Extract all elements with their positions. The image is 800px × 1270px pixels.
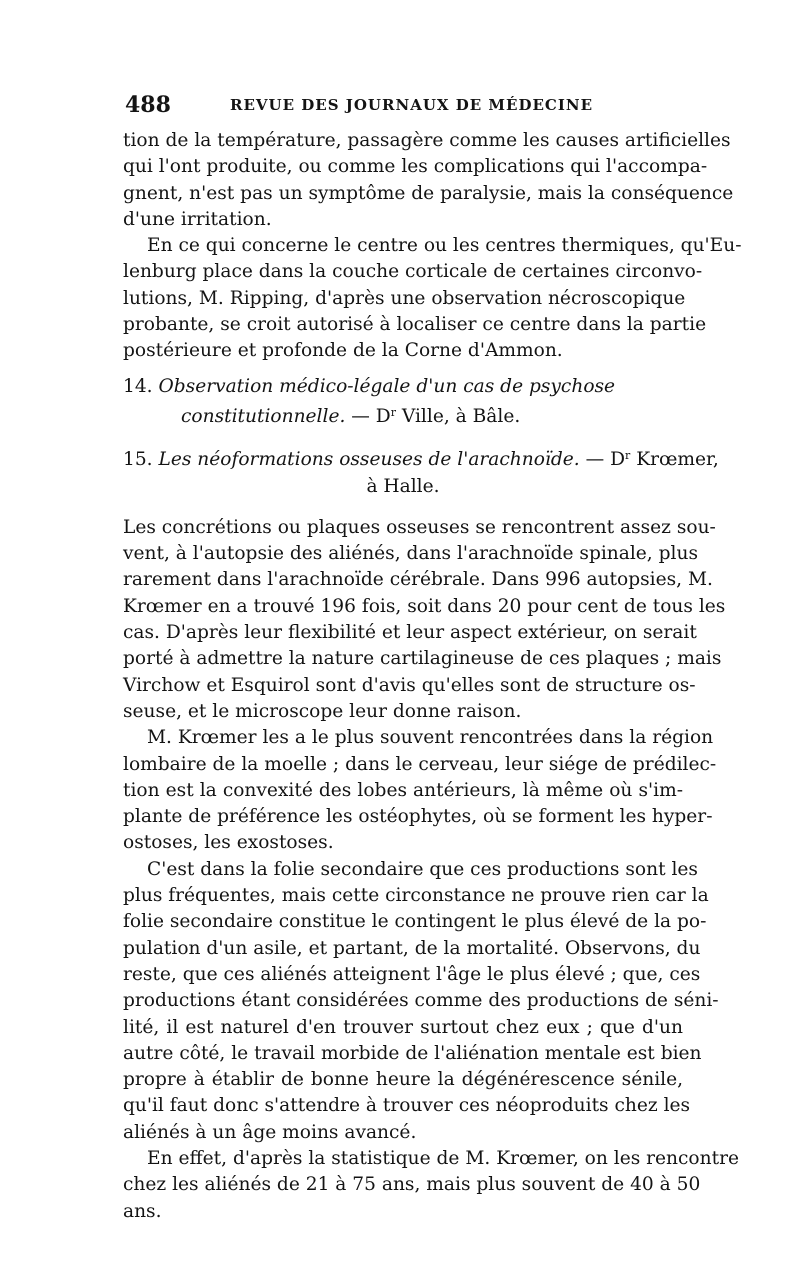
text-line: plus fréquentes, mais cette circonstance ne prouve rien car la — [123, 885, 709, 907]
section-author: Ville, à Bâle. — [395, 405, 521, 427]
text-line: Virchow et Esquirol sont d'avis qu'elles sont de structure os- — [123, 674, 696, 696]
text-line: seuse, et le microscope leur donne raison. — [123, 700, 522, 722]
paragraph-secondary-folly — [123, 857, 719, 1146]
section-author: Krœmer, — [630, 449, 719, 471]
text-line: Krœmer en a trouvé 196 fois, soit dans 20 pour cent de tous les — [123, 595, 726, 617]
text-line: cas. D'après leur flexibilité et leur aspect extérieur, on serait — [123, 622, 697, 644]
text-line: C'est dans la folie secondaire que ces productions sont les — [147, 858, 698, 880]
text-line: rarement dans l'arachnoïde cérébrale. Dans 996 autopsies, M. — [123, 569, 713, 591]
text-line: ostoses, les exostoses. — [123, 832, 334, 854]
section-title: Observation médico-légale d'un cas de psychose — [158, 375, 616, 397]
text-line: lenburg place dans la couche corticale de certaines circonvo- — [123, 261, 703, 283]
journal-title: REVUE DES JOURNAUX DE MÉDECINE — [230, 96, 594, 114]
text-line: chez les aliénés de 21 à 75 ans, mais plus souvent de 40 à 50 — [123, 1174, 701, 1196]
section-number: 15. — [123, 449, 153, 471]
text-line: tion de la température, passagère comme les causes artificielles — [123, 130, 731, 151]
text-line: propre à établir de bonne heure la dégénérescence sénile, — [123, 1069, 683, 1091]
paragraph-concretions — [123, 515, 726, 725]
page-number: 488 — [125, 92, 171, 118]
text-line: ans. — [123, 1200, 162, 1222]
text-line: Les concrétions ou plaques osseuses se rencontrent assez sou- — [123, 516, 716, 538]
text-line: probante, se croit autorisé à localiser ce centre dans la partie — [123, 314, 707, 336]
text-line: qui l'ont produite, ou comme les complications qui l'accompa- — [123, 156, 708, 178]
text-line: En ce qui concerne le centre ou les centres thermiques, qu'Eu- — [147, 235, 742, 257]
text-line: autre côté, le travail morbide de l'aliénation mentale est bien — [123, 1042, 702, 1064]
text-line: lombaire de la moelle ; dans le cerveau, leur siége de prédilec- — [123, 753, 717, 775]
text-line: productions étant considérées comme des productions de séni- — [123, 990, 719, 1012]
text-line: plante de préférence les ostéophytes, où se forment les hyper- — [123, 806, 713, 828]
author-prefix-superscript: r — [390, 405, 396, 419]
text-line: pulation d'un asile, et partant, de la mortalité. Observons, du — [123, 937, 701, 959]
author-prefix-superscript: r — [625, 449, 631, 463]
text-line: M. Krœmer les a le plus souvent rencontrées dans la région — [147, 727, 714, 749]
section-number: 14. — [123, 375, 153, 397]
section-location: à Halle. — [366, 475, 440, 497]
section-heading-14 — [123, 374, 683, 431]
paragraph-localisation — [123, 725, 717, 856]
section-title-continued: constitutionnelle. — [181, 405, 346, 427]
text-line: qu'il faut donc s'attendre à trouver ces néoproduits chez les — [123, 1095, 691, 1117]
running-head — [125, 92, 685, 122]
text-line: lité, il est naturel d'en trouver surtout chez eux ; que d'un — [123, 1016, 683, 1038]
section-title: Les néoformations osseuses de l'arachnoïde. — [158, 449, 580, 471]
section-heading-15 — [123, 443, 719, 500]
text-line: porté à admettre la nature cartilagineuse de ces plaques ; mais — [123, 648, 722, 670]
paragraph-thermal-centres — [123, 233, 742, 364]
text-line: d'une irritation. — [123, 208, 272, 230]
text-line: folie secondaire constitue le contingent le plus élevé de la po- — [123, 911, 707, 933]
text-line: En effet, d'après la statistique de M. Krœmer, on les rencontre — [147, 1147, 739, 1169]
text-line: aliénés à un âge moins avancé. — [123, 1121, 417, 1143]
paragraph-temperature — [123, 128, 734, 233]
author-prefix: — D — [579, 449, 626, 471]
text-line: postérieure et profonde de la Corne d'Ammon. — [123, 340, 563, 362]
text-line: reste, que ces aliénés atteignent l'âge le plus élevé ; que, ces — [123, 963, 701, 985]
body-text — [123, 128, 742, 1225]
author-prefix: — D — [345, 405, 391, 427]
text-line: gnent, n'est pas un symptôme de paralysie, mais la conséquence — [123, 182, 734, 204]
paragraph-statistics — [123, 1146, 739, 1225]
text-line: vent, à l'autopsie des aliénés, dans l'arachnoïde spinale, plus — [123, 543, 698, 565]
text-line: tion est la convexité des lobes antérieurs, là même où s'im- — [123, 779, 683, 801]
text-line: lutions, M. Ripping, d'après une observation nécroscopique — [123, 287, 686, 309]
